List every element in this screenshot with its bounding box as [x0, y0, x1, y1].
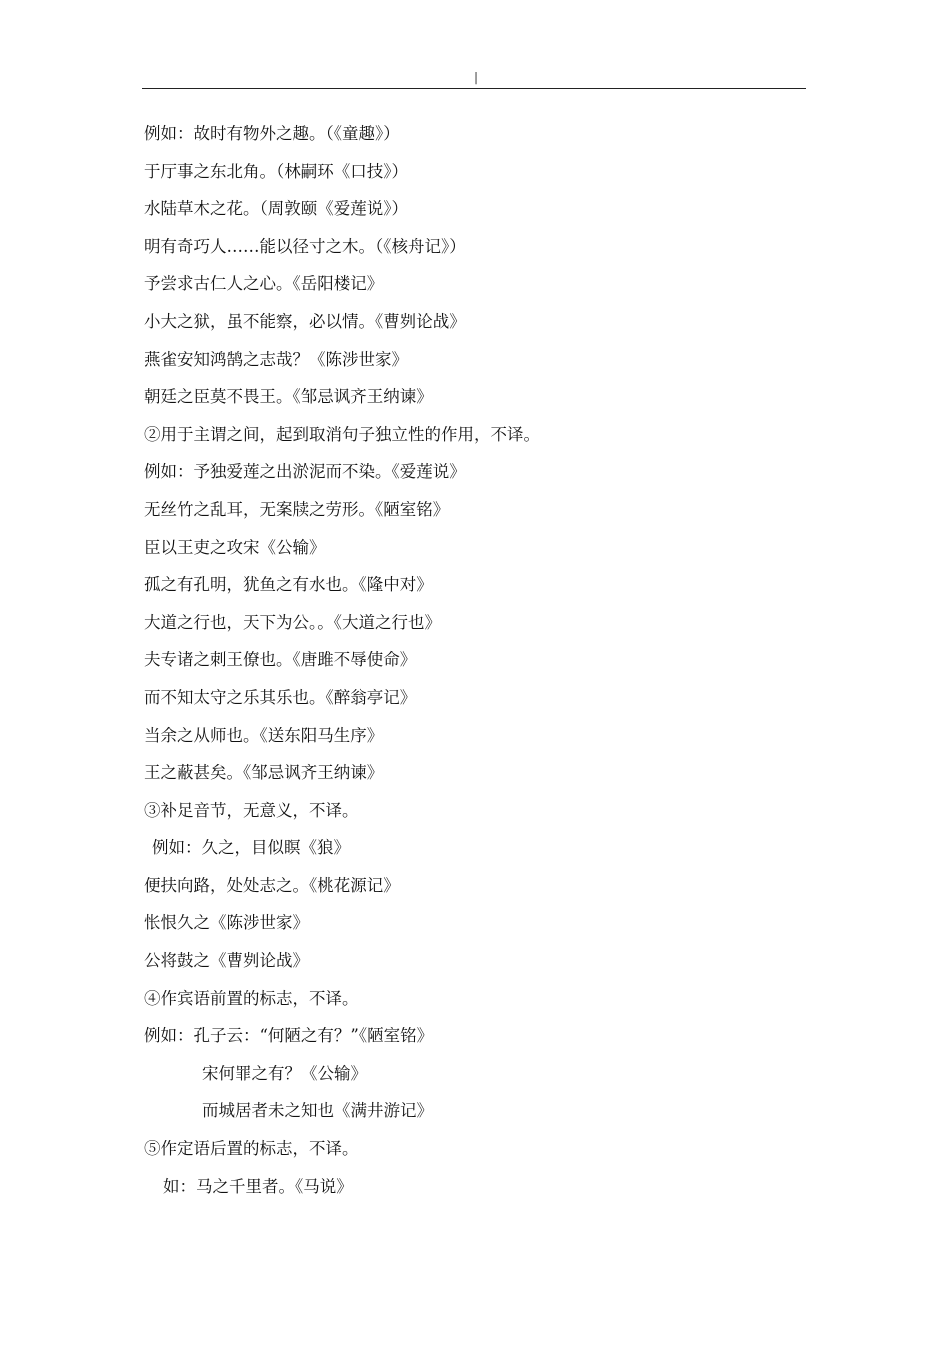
section-heading: ④作宾语前置的标志，不译。 — [144, 988, 359, 1008]
text-line: 当余之从师也。《送东阳马生序》 — [144, 725, 384, 745]
text-line: 例如：孔子云：“何陋之有？”《陋室铭》 — [144, 1026, 434, 1046]
text-line: 夫专诸之刺王僚也。《唐雎不辱使命》 — [144, 650, 417, 670]
text-line: 例如：予独爱莲之出淤泥而不染。《爱莲说》 — [144, 462, 466, 482]
text-line: 予尝求古仁人之心。《岳阳楼记》 — [144, 274, 384, 294]
text-line: 而城居者未之知也《满井游记》 — [202, 1101, 433, 1121]
text-line: 例如：久之，目似瞑《狼》 — [152, 838, 350, 858]
text-line: 燕雀安知鸿鹄之志哉？《陈涉世家》 — [144, 349, 408, 369]
text-line: 明有奇巧人……能以径寸之木。（《核舟记》） — [144, 236, 466, 256]
header-mark: | — [474, 70, 479, 84]
text-line: 大道之行也，天下为公。。《大道之行也》 — [144, 612, 441, 632]
text-line: 王之蔽甚矣。《邹忌讽齐王纳谏》 — [144, 763, 384, 783]
body-text — [144, 120, 804, 1210]
text-line: 无丝竹之乱耳，无案牍之劳形。《陋室铭》 — [144, 499, 450, 519]
text-line: 公将鼓之《曹刿论战》 — [144, 951, 309, 971]
header-rule — [142, 88, 806, 89]
text-line: 小大之狱，虽不能察，必以情。《曹刿论战》 — [144, 311, 466, 331]
text-line: 例如：故时有物外之趣。（《童趣》） — [144, 124, 400, 143]
text-line: 朝廷之臣莫不畏王。《邹忌讽齐王纳谏》 — [144, 387, 433, 407]
text-line: 臣以王吏之攻宋《公输》 — [144, 537, 326, 557]
section-heading: ②用于主谓之间，起到取消句子独立性的作用，不译。 — [144, 424, 540, 444]
text-line: 孤之有孔明，犹鱼之有水也。《隆中对》 — [144, 575, 433, 595]
text-line: 怅恨久之《陈涉世家》 — [144, 913, 309, 933]
text-line: 于厅事之东北角。（林嗣环《口技》） — [144, 161, 408, 181]
text-line: 如：马之千里者。《马说》 — [163, 1176, 353, 1196]
text-line: 而不知太守之乐其乐也。《醉翁亭记》 — [144, 687, 417, 707]
text-line: 水陆草木之花。（周敦颐《爱莲说》） — [144, 199, 408, 219]
text-line: 便扶向路，处处志之。《桃花源记》 — [144, 875, 400, 895]
section-heading: ③补足音节，无意义，不译。 — [144, 800, 359, 820]
text-line: 宋何罪之有？《公输》 — [202, 1063, 367, 1083]
section-heading: ⑤作定语后置的标志，不译。 — [144, 1139, 359, 1159]
